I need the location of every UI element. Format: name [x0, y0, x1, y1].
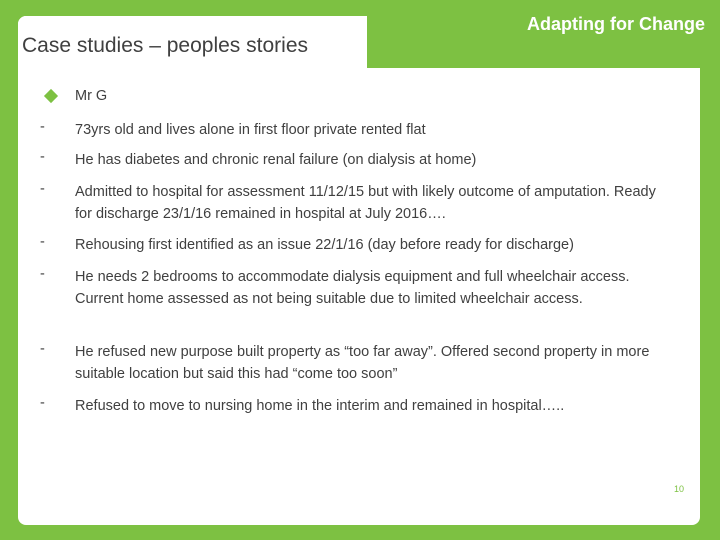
- bullet-text: He needs 2 bedrooms to accommodate dialysis equipment and full wheelchair access. Current home assessed as not being suitable due to limited wheelchair access.: [75, 269, 630, 307]
- page-number: 10: [674, 484, 685, 494]
- bullet-text: Refused to move to nursing home in the interim and remained in hospital…..: [75, 398, 565, 414]
- bullet-text: Admitted to hospital for assessment 11/12/15 but with likely outcome of amputation. Ready for discharge 23/1/16 remained in hospital at July 2016….: [75, 184, 656, 222]
- bullet-text: He has diabetes and chronic renal failure (on dialysis at home): [75, 152, 477, 168]
- bullet-text: He refused new purpose built property as “too far away”. Offered second property in more suitable location but said this had “come too soon”: [75, 344, 650, 382]
- slide-title: Case studies – peoples stories: [22, 34, 308, 57]
- brand-header: [367, 0, 720, 68]
- bullet-text: 73yrs old and lives alone in first floor private rented flat: [75, 122, 426, 138]
- brand-name: Adapting for Change: [527, 14, 705, 34]
- dash-bullet: -: [40, 234, 45, 250]
- dash-bullet: -: [40, 149, 45, 165]
- dash-bullet: -: [40, 119, 45, 135]
- dash-bullet: -: [40, 395, 45, 411]
- dash-bullet: -: [40, 181, 45, 197]
- dash-bullet: -: [40, 266, 45, 282]
- bullet-text: Rehousing first identified as an issue 22/1/16 (day before ready for discharge): [75, 237, 574, 253]
- case-heading: Mr G: [75, 88, 108, 104]
- dash-bullet: -: [40, 341, 45, 357]
